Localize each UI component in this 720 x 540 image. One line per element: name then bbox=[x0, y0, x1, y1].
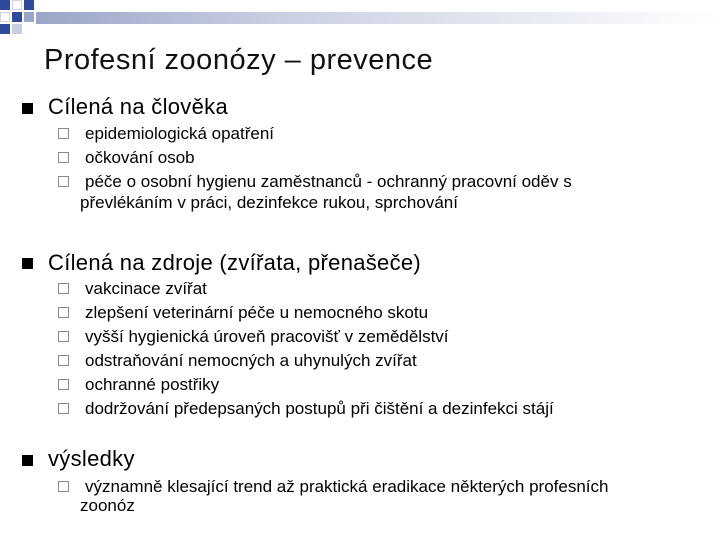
checkbox-bullet-icon bbox=[58, 152, 69, 163]
list-item: vakcinace zvířat bbox=[85, 279, 207, 298]
checkbox-bullet-icon bbox=[58, 307, 69, 318]
square-bullet-icon bbox=[22, 258, 33, 269]
deco-square bbox=[24, 0, 34, 10]
slide-title: Profesní zoonózy – prevence bbox=[44, 44, 434, 76]
list-item: očkování osob bbox=[85, 148, 195, 167]
square-bullet-icon bbox=[22, 103, 33, 114]
deco-square bbox=[0, 24, 10, 34]
list-item: odstraňování nemocných a uhynulých zvířat bbox=[85, 351, 417, 370]
checkbox-bullet-icon bbox=[58, 481, 69, 492]
checkbox-bullet-icon bbox=[58, 403, 69, 414]
header-gradient-band bbox=[36, 12, 720, 24]
list-item-continuation: zoonóz bbox=[80, 496, 135, 515]
square-bullet-icon bbox=[22, 455, 33, 466]
list-item: péče o osobní hygienu zaměstnanců - ochranný pracovní oděv s bbox=[85, 172, 572, 191]
deco-square bbox=[24, 12, 34, 22]
checkbox-bullet-icon bbox=[58, 283, 69, 294]
checkbox-bullet-icon bbox=[58, 379, 69, 390]
checkbox-bullet-icon bbox=[58, 176, 69, 187]
deco-square bbox=[0, 12, 10, 22]
deco-square bbox=[12, 12, 22, 22]
list-item: významně klesající trend až praktická eradikace některých profesních bbox=[85, 477, 609, 496]
checkbox-bullet-icon bbox=[58, 355, 69, 366]
list-item: zlepšení veterinární péče u nemocného skotu bbox=[85, 303, 429, 322]
list-item: dodržování předepsaných postupů při čištění a dezinfekci stájí bbox=[85, 399, 554, 418]
deco-square bbox=[0, 0, 10, 10]
list-item-continuation: převlékáním v práci, dezinfekce rukou, sprchování bbox=[80, 193, 458, 212]
deco-square bbox=[12, 24, 22, 34]
deco-square bbox=[12, 0, 22, 10]
list-item: vyšší hygienická úroveň pracovišť v zemědělství bbox=[85, 327, 449, 346]
checkbox-bullet-icon bbox=[58, 128, 69, 139]
list-item: epidemiologická opatření bbox=[85, 124, 275, 143]
section-heading: Cílená na zdroje (zvířata, přenašeče) bbox=[48, 250, 422, 275]
header-decoration bbox=[0, 0, 720, 40]
checkbox-bullet-icon bbox=[58, 331, 69, 342]
section-heading: Cílená na člověka bbox=[48, 94, 228, 119]
section-heading: výsledky bbox=[48, 446, 135, 471]
list-item: ochranné postřiky bbox=[85, 375, 220, 394]
